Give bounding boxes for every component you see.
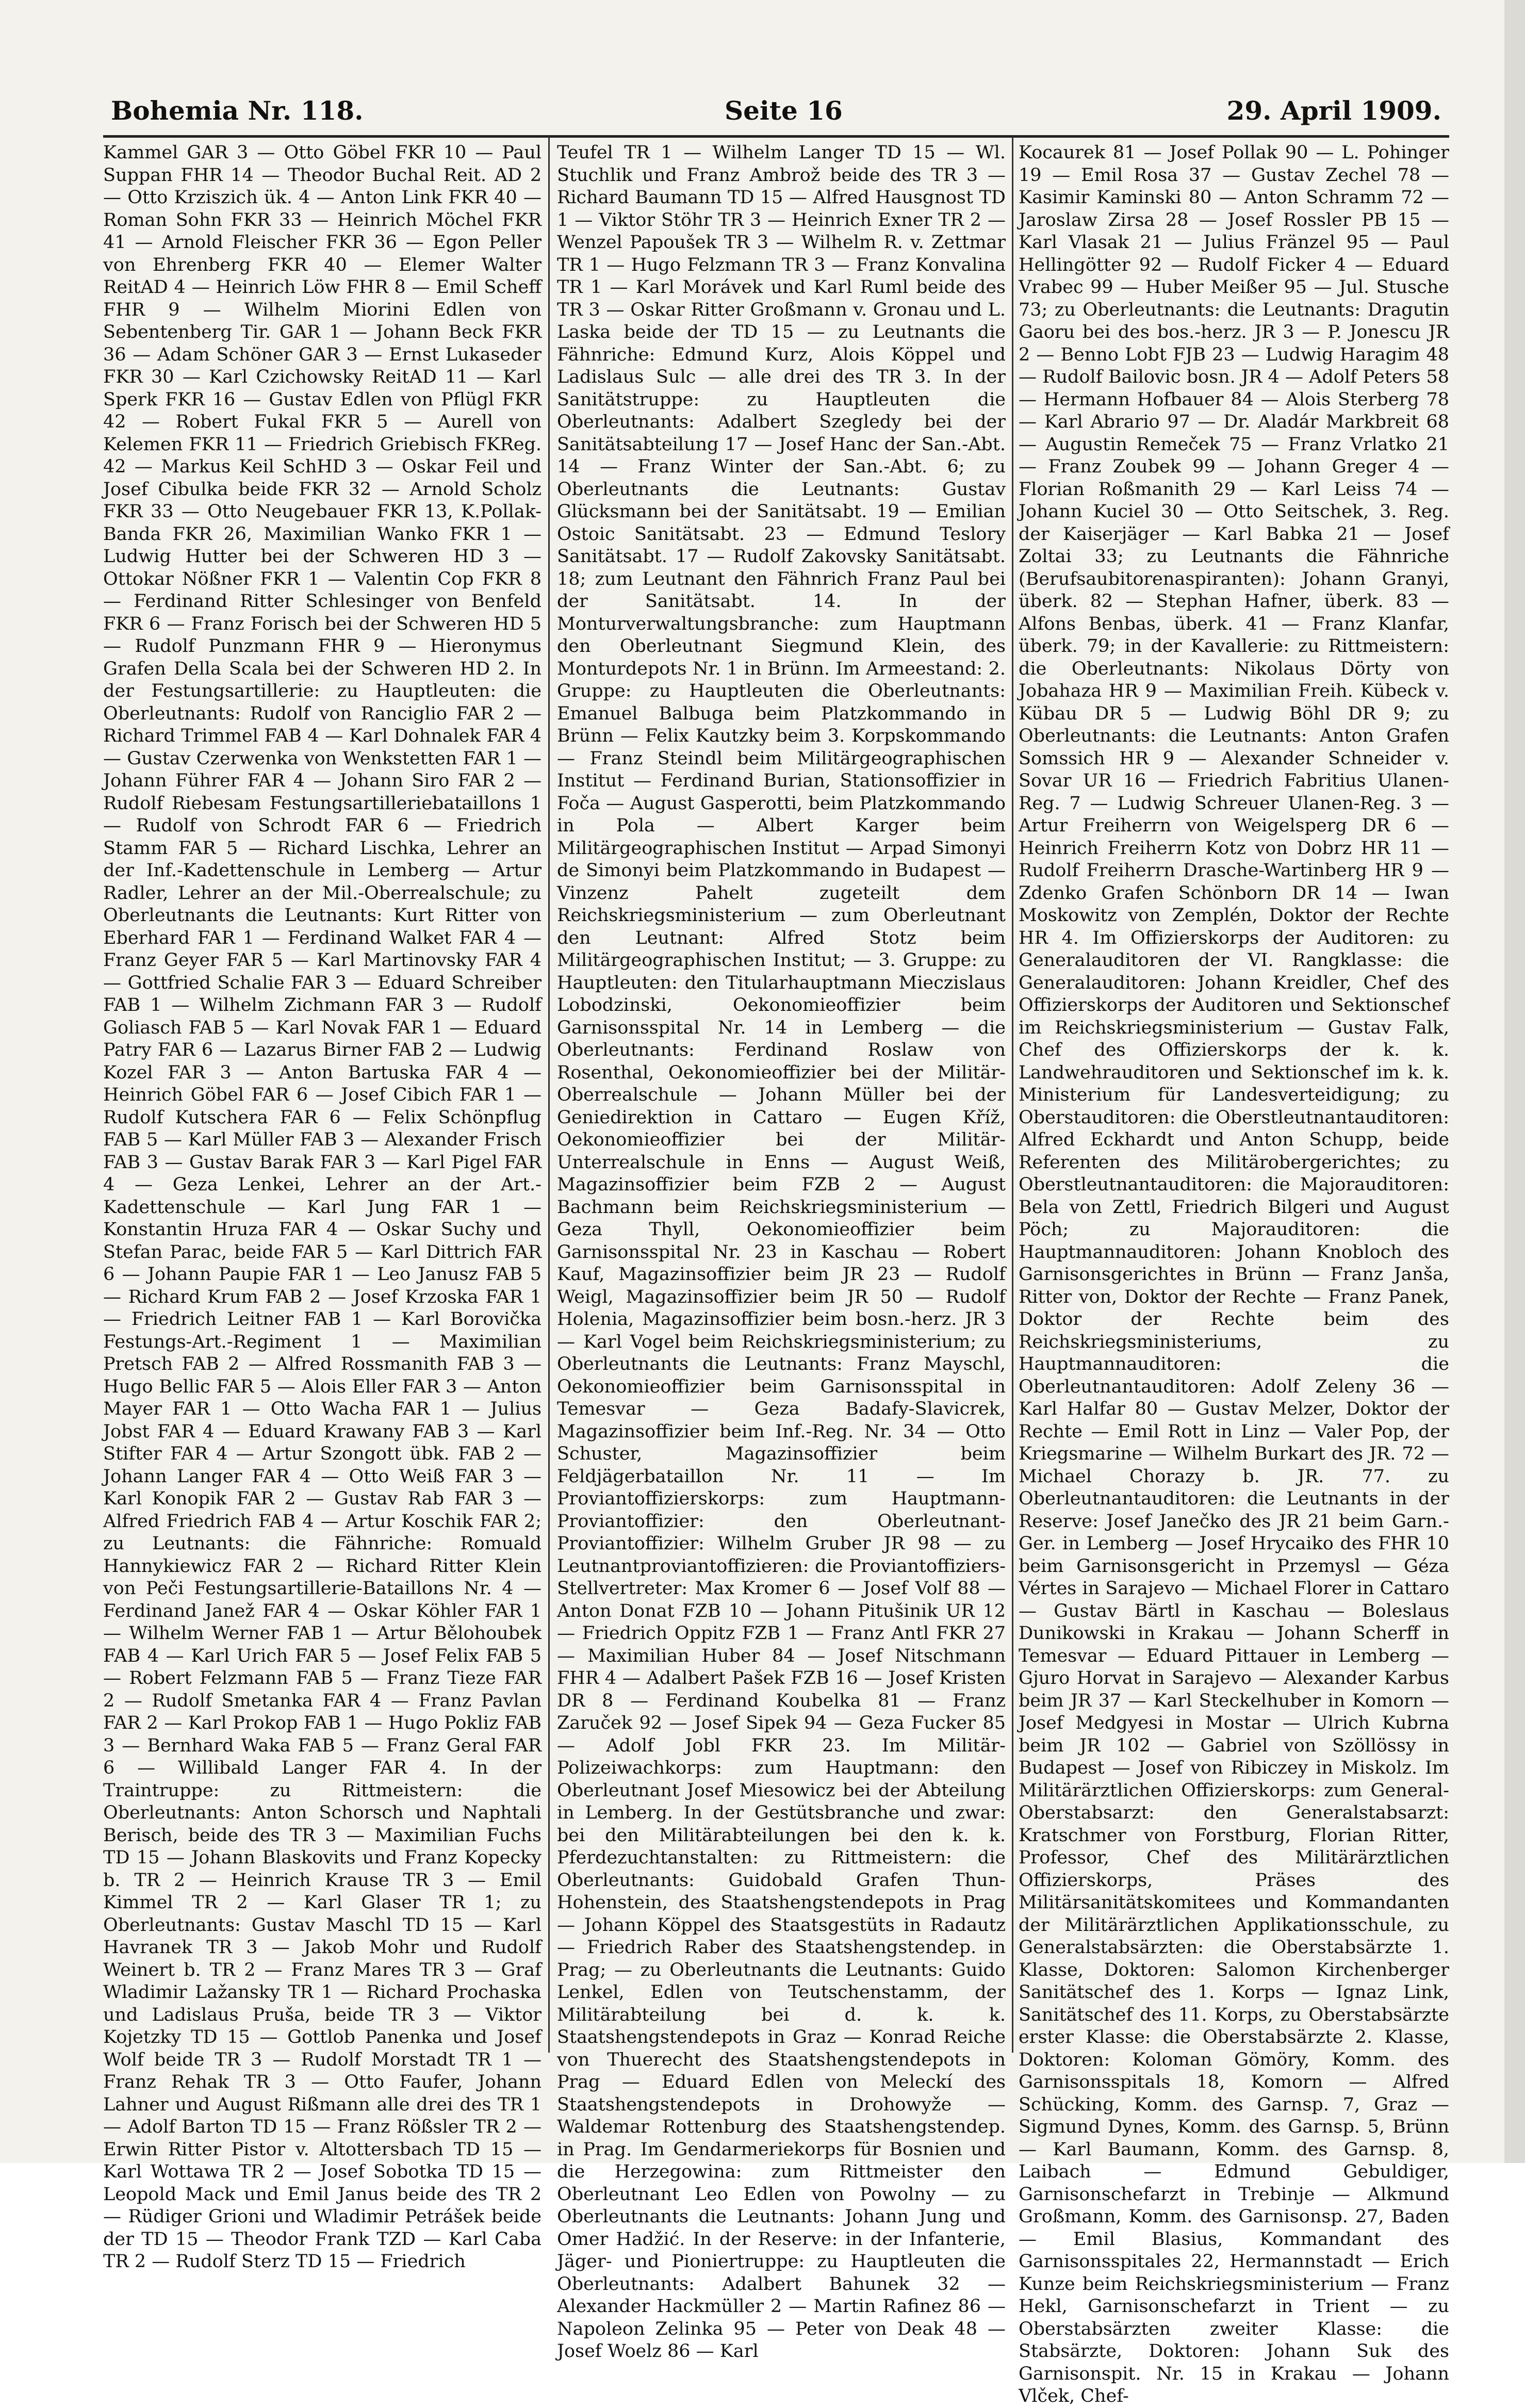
- header-publication: Bohemia Nr. 118.: [111, 95, 364, 126]
- header-rule: [103, 135, 1449, 138]
- column-1: [103, 142, 542, 2272]
- column-divider: [548, 137, 550, 2053]
- column-3: [1019, 142, 1449, 2406]
- column-divider: [1012, 137, 1013, 2053]
- header-date: 29. April 1909.: [1226, 95, 1441, 126]
- page-header: [111, 95, 1441, 132]
- column-1-text: Kammel GAR 3 — Otto Göbel FKR 10 — Paul Suppan FHR 14 — Theodor Buchal Reit. AD 2 — Otto Krziszich ük. 4 — Anton Link FKR 40 — Roman Sohn FKR 33 — Heinrich Möchel FKR 41 — Arnold Fleischer FKR 36 — Egon Peller von Ehrenberg FKR 40 — Elemer Walter ReitAD 4 — Heinrich Löw FHR 8 — Emil Scheff FHR 9 — Wilhelm Miorini Edlen von Sebentenberg Tir. GAR 1 — Johann Beck FKR 36 — Adam Schöner GAR 3 — Ernst Lukaseder FKR 30 — Karl Czichowsky ReitAD 11 — Karl Sperk FKR 16 — Gustav Edlen von Pflügl FKR 42 — Robert Fukal FKR 5 — Aurell von Kelemen FKR 11 — Friedrich Griebisch FKReg. 42 — Markus Keil SchHD 3 — Oskar Feil und Josef Cibulka beide FKR 32 — Arnold Scholz FKR 33 — Otto Neugebauer FKR 13, K.Pollak-Banda FKR 26, Maximilian Wanko FKR 1 — Ludwig Hutter bei der Schweren HD 3 — Ottokar Nößner FKR 1 — Valentin Cop FKR 8 — Ferdinand Ritter Schlesinger von Benfeld FKR 6 — Franz Forisch bei der Schweren HD 5 — Rudolf Punzmann FHR 9 — Hieronymus Grafen Della Scala bei der Schweren HD 2. In der Festungsartillerie: zu Hauptleuten: die Oberleutnants: Rudolf von Ranciglio FAR 2 — Richard Trimmel FAB 4 — Karl Dohnalek FAR 4 — Gustav Czerwenka von Wenkstetten FAR 1 — Johann Führer FAR 4 — Johann Siro FAR 2 — Rudolf Riebesam Festungsartilleriebataillons 1 — Rudolf von Schrodt FAR 6 — Friedrich Stamm FAR 5 — Richard Lischka, Lehrer an der Inf.-Kadettenschule in Lemberg — Artur Radler, Lehrer an der Mil.-Oberrealschule; zu Oberleutnants die Leutnants: Kurt Ritter von Eberhard FAR 1 — Ferdinand Walket FAR 4 — Franz Geyer FAR 5 — Karl Martinovsky FAR 4 — Gottfried Schalie FAR 3 — Eduard Schreiber FAB 1 — Wilhelm Zichmann FAR 3 — Rudolf Goliasch FAB 5 — Karl Novak FAR 1 — Eduard Patry FAR 6 — Lazarus Birner FAB 2 — Ludwig Kozel FAR 3 — Anton Bartuska FAR 4 — Heinrich Göbel FAR 6 — Josef Cibich FAR 1 — Rudolf Kutschera FAR 6 — Felix Schönpflug FAB 5 — Karl Müller FAB 3 — Alexander Frisch FAB 3 — Gustav Barak FAR 3 — Karl Pigel FAR 4 — Geza Lenkei, Lehrer an der Art.-Kadettenschule — Karl Jung FAR 1 — Konstantin Hruza FAR 4 — Oskar Suchy und Stefan Parac, beide FAR 5 — Karl Dittrich FAR 6 — Johann Paupie FAR 1 — Leo Janusz FAB 5 — Richard Krum FAB 2 — Josef Krzoska FAR 1 — Friedrich Leitner FAB 1 — Karl Borovička Festungs-Art.-Regiment 1 — Maximilian Pretsch FAB 2 — Alfred Rossmanith FAB 3 — Hugo Bellic FAR 5 — Alois Eller FAR 3 — Anton Mayer FAR 1 — Otto Wacha FAR 1 — Julius Jobst FAR 4 — Eduard Krawany FAB 3 — Karl Stifter FAR 4 — Artur Szongott übk. FAB 2 — Johann Langer FAR 4 — Otto Weiß FAR 3 — Karl Konopik FAR 2 — Gustav Rab FAR 3 — Alfred Friedrich FAB 4 — Artur Koschik FAR 2; zu Leutnants: die Fähnriche: Romuald Hannykiewicz FAR 2 — Richard Ritter Klein von Peči Festungsartillerie-Bataillons Nr. 4 — Ferdinand Janež FAR 4 — Oskar Köhler FAR 1 — Wilhelm Werner FAB 1 — Artur Bělohoubek FAB 4 — Karl Urich FAR 5 — Josef Felix FAB 5 — Robert Felzmann FAB 5 — Franz Tieze FAR 2 — Rudolf Smetanka FAR 4 — Franz Pavlan FAR 2 — Karl Prokop FAB 1 — Hugo Pokliz FAB 3 — Bernhard Waka FAB 5 — Franz Geral FAR 6 — Willibald Langer FAR 4. In der Traintruppe: zu Rittmeistern: die Oberleutnants: Anton Schorsch und Naphtali Berisch, beide des TR 3 — Maximilian Fuchs TD 15 — Johann Blaskovits und Franz Kopecky b. TR 2 — Heinrich Krause TR 3 — Emil Kimmel TR 2 — Karl Glaser TR 1; zu Oberleutnants: Gustav Maschl TD 15 — Karl Havranek TR 3 — Jakob Mohr und Rudolf Weinert b. TR 2 — Franz Mares TR 3 — Graf Wladimir Lažansky TR 1 — Richard Prochaska und Ladislaus Pruša, beide TR 3 — Viktor Kojetzky TD 15 — Gottlob Panenka und Josef Wolf beide TR 3 — Rudolf Morstadt TR 1 — Franz Rehak TR 3 — Otto Faufer, Johann Lahner und August Rißmann alle drei des TR 1 — Adolf Barton TD 15 — Franz Rößsler TR 2 — Erwin Ritter Pistor v. Altottersbach TD 15 — Karl Wottawa TR 2 — Josef Sobotka TD 15 — Leopold Mack und Emil Janus beide des TR 2 — Rüdiger Grioni und Wladimir Petrášek beide der TD 15 — Theodor Frank TZD — Karl Caba TR 2 — Rudolf Sterz TD 15 — Friedrich: [103, 142, 542, 2272]
- header-page-number: Seite 16: [725, 95, 843, 126]
- column-3-text: Kocaurek 81 — Josef Pollak 90 — L. Pohinger 19 — Emil Rosa 37 — Gustav Zechel 78 — Kasimir Kaminski 80 — Anton Schramm 72 — Jaroslaw Zirsa 28 — Josef Rossler PB 15 — Karl Vlasak 21 — Julius Fränzel 95 — Paul Hellingötter 92 — Rudolf Ficker 4 — Eduard Vrabec 99 — Huber Meißer 95 — Jul. Stusche 73; zu Oberleutnants: die Leutnants: Dragutin Gaoru bei des bos.-herz. JR 3 — P. Jonescu JR 2 — Benno Lobt FJB 23 — Ludwig Haragim 48 — Rudolf Bailovic bosn. JR 4 — Adolf Peters 58 — Hermann Hofbauer 84 — Alois Sterberg 78 — Karl Abrario 97 — Dr. Aladár Markbreit 68 — Augustin Remeček 75 — Franz Vrlatko 21 — Franz Zoubek 99 — Johann Greger 4 — Florian Roßmanith 29 — Karl Leiss 74 — Johann Kuciel 30 — Otto Seitschek, 3. Reg. der Kaiserjäger — Karl Babka 21 — Josef Zoltai 33; zu Leutnants die Fähnriche (Berufsaubitorenaspiranten): Johann Granyi, überk. 82 — Stephan Hafner, überk. 83 — Alfons Benbas, überk. 41 — Franz Klanfar, überk. 79; in der Kavallerie: zu Rittmeistern: die Oberleutnants: Nikolaus Dörty von Jobahaza HR 9 — Maximilian Freih. Kübeck v. Kübau DR 5 — Ludwig Böhl DR 9; zu Oberleutnants: die Leutnants: Anton Grafen Somssich HR 9 — Alexander Schneider v. Sovar UR 16 — Friedrich Fabritius Ulanen-Reg. 7 — Ludwig Schreuer Ulanen-Reg. 3 — Artur Freiherrn von Weigelsperg DR 6 — Heinrich Freiherrn Kotz von Dobrz HR 11 — Rudolf Freiherrn Drasche-Wartinberg HR 9 — Zdenko Grafen Schönborn DR 14 — Iwan Moskowitz von Zemplén, Doktor der Rechte HR 4. Im Offizierskorps der Auditoren: zu Generalauditoren der VI. Rangklasse: die Generalauditoren: Johann Kreidler, Chef des Offizierskorps der Auditoren und Sektionschef im Reichskriegsministerium — Gustav Falk, Chef des Offizierskorps der k. k. Landwehrauditoren und Sektionschef im k. k. Ministerium für Landesverteidigung; zu Oberstauditoren: die Oberstleutnantauditoren: Alfred Eckhardt und Anton Schupp, beide Referenten des Militärobergerichtes; zu Oberstleutnantauditoren: die Majorauditoren: Bela von Zettl, Friedrich Bilgeri und August Pöch; zu Majorauditoren: die Hauptmannauditoren: Johann Knobloch des Garnisonsgerichtes in Brünn — Franz Janša, Ritter von, Doktor der Rechte — Franz Panek, Doktor der Rechte beim des Reichskriegsministeriums, zu Hauptmannauditoren: die Oberleutnantauditoren: Adolf Zeleny 36 — Karl Halfar 80 — Gustav Melzer, Doktor der Rechte — Emil Rott in Linz — Valer Pop, der Kriegsmarine — Wilhelm Burkart des JR. 72 — Michael Chorazy b. JR. 77. zu Oberleutnantauditoren: die Leutnants in der Reserve: Josef Janečko des JR 21 beim Garn.-Ger. in Lemberg — Josef Hrycaiko des FHR 10 beim Garnisonsgericht in Przemysl — Géza Vértes in Sarajevo — Michael Florer in Cattaro — Gustav Bärtl in Kaschau — Boleslaus Dunikowski in Krakau — Johann Scherff in Temesvar — Eduard Pittauer in Lemberg — Gjuro Horvat in Sarajevo — Alexander Karbus beim JR 37 — Karl Steckelhuber in Komorn — Josef Medgyesi in Mostar — Ulrich Kubrna beim JR 102 — Gabriel von Szöllössy in Budapest — Josef von Ribiczey in Miskolz. Im Militärärztlichen Offizierskorps: zum General-Oberstabsarzt: den Generalstabsarzt: Kratschmer von Forstburg, Florian Ritter, Professor, Chef des Militärärztlichen Offizierskorps, Präses des Militärsanitätskomitees und Kommandanten der Militärärztlichen Applikationsschule, zu Generalstabsärzten: die Oberstabsärzte 1. Klasse, Doktoren: Salomon Kirchenberger Sanitätschef des 1. Korps — Ignaz Link, Sanitätschef des 11. Korps, zu Oberstabsärzte erster Klasse: die Oberstabsärzte 2. Klasse, Doktoren: Koloman Gömöry, Komm. des Garnisonsspitals 18, Komorn — Alfred Schücking, Komm. des Garnsp. 7, Graz — Sigmund Dynes, Komm. des Garnsp. 5, Brünn — Karl Baumann, Komm. des Garnsp. 8, Laibach — Edmund Gebuldiger, Garnisonschefarzt in Trebinje — Alkmund Großmann, Komm. des Garnisonsp. 27, Baden — Emil Blasius, Kommandant des Garnisonsspitales 22, Hermannstadt — Erich Kunze beim Reichskriegsministerium — Franz Hekl, Garnisonschefarzt in Trient — zu Oberstabsärzten zweiter Klasse: die Stabsärzte, Doktoren: Johann Suk des Garnisonspit. Nr. 15 in Krakau — Johann Vlček, Chef-: [1019, 142, 1449, 2406]
- column-2: [557, 142, 1006, 2362]
- scan-edge: [1504, 0, 1525, 2163]
- column-2-text: Teufel TR 1 — Wilhelm Langer TD 15 — Wl. Stuchlik und Franz Ambrož beide des TR 3 — Richard Baumann TD 15 — Alfred Hausgnost TD 1 — Viktor Stöhr TR 3 — Heinrich Exner TR 2 — Wenzel Papoušek TR 3 — Wilhelm R. v. Zettmar TR 1 — Hugo Felzmann TR 3 — Franz Konvalina TR 1 — Karl Morávek und Karl Ruml beide des TR 3 — Oskar Ritter Großmann v. Gronau und L. Laska beide der TD 15 — zu Leutnants die Fähnriche: Edmund Kurz, Alois Köppel und Ladislaus Sulc — alle drei des TR 3. In der Sanitätstruppe: zu Hauptleuten die Oberleutnants: Adalbert Szegledy bei der Sanitätsabteilung 17 — Josef Hanc der San.-Abt. 14 — Franz Winter der San.-Abt. 6; zu Oberleutnants die Leutnants: Gustav Glücksmann bei der Sanitätsabt. 19 — Emilian Ostoic Sanitätsabt. 23 — Edmund Teslory Sanitätsabt. 17 — Rudolf Zakovsky Sanitätsabt. 18; zum Leutnant den Fähnrich Franz Paul bei der Sanitätsabt. 14. In der Monturverwaltungsbranche: zum Hauptmann den Oberleutnant Siegmund Klein, des Monturdepots Nr. 1 in Brünn. Im Armeestand: 2. Gruppe: zu Hauptleuten die Oberleutnants: Emanuel Balbuga beim Platzkommando in Brünn — Felix Kautzky beim 3. Korpskommando — Franz Steindl beim Militärgeographischen Institut — Ferdinand Burian, Stationsoffizier in Foča — August Gasperotti, beim Platzkommando in Pola — Albert Karger beim Militärgeographischen Institut — Arpad Simonyi de Simonyi beim Platzkommando in Budapest — Vinzenz Pahelt zugeteilt dem Reichskriegsministerium — zum Oberleutnant den Leutnant: Alfred Stotz beim Militärgeographischen Institut; — 3. Gruppe: zu Hauptleuten: den Titularhauptmann Mieczislaus Lobodzinski, Oekonomieoffizier beim Garnisonsspital Nr. 14 in Lemberg — die Oberleutnants: Ferdinand Roslaw von Rosenthal, Oekonomieoffizier bei der Militär-Oberrealschule — Johann Müller bei der Geniedirektion in Cattaro — Eugen Kříž, Oekonomieoffizier bei der Militär-Unterrealschule in Enns — August Weiß, Magazinsoffizier beim FZB 2 — August Bachmann beim Reichskriegsministerium — Geza Thyll, Oekonomieoffizier beim Garnisonsspital Nr. 23 in Kaschau — Robert Kauf, Magazinsoffizier beim JR 23 — Rudolf Weigl, Magazinsoffizier beim JR 50 — Rudolf Holenia, Magazinsoffizier beim bosn.-herz. JR 3 — Karl Vogel beim Reichskriegsministerium; zu Oberleutnants die Leutnants: Franz Mayschl, Oekonomieoffizier beim Garnisonsspital in Temesvar — Geza Badafy-Slavicrek, Magazinsoffizier beim Inf.-Reg. Nr. 34 — Otto Schuster, Magazinsoffizier beim Feldjägerbataillon Nr. 11 — Im Proviantoffizierskorps: zum Hauptmann-Proviantoffizier: den Oberleutnant-Proviantoffizier: Wilhelm Gruber JR 98 — zu Leutnantproviantoffizieren: die Proviantoffiziers-Stellvertreter: Max Kromer 6 — Josef Volf 88 — Anton Donat FZB 10 — Johann Pitušinik UR 12 — Friedrich Oppitz FZB 1 — Franz Antl FKR 27 — Maximilian Huber 84 — Josef Nitschmann FHR 4 — Adalbert Pašek FZB 16 — Josef Kristen DR 8 — Ferdinand Koubelka 81 — Franz Zaruček 92 — Josef Sipek 94 — Geza Fucker 85 — Adolf Jobl FKR 23. Im Militär-Polizeiwachkorps: zum Hauptmann: den Oberleutnant Josef Miesowicz bei der Abteilung in Lemberg. In der Gestütsbranche und zwar: bei den Militärabteilungen bei den k. k. Pferdezuchtanstalten: zu Rittmeistern: die Oberleutnants: Guidobald Grafen Thun-Hohenstein, des Staatshengstendepots in Prag — Johann Köppel des Staatsgestüts in Radautz — Friedrich Raber des Staatshengstendep. in Prag; — zu Oberleutnants die Leutnants: Guido Lenkel, Edlen von Teutschenstamm, der Militärabteilung bei d. k. k. Staatshengstendepots in Graz — Konrad Reiche von Thuerecht des Staatshengstendepots in Prag — Eduard Edlen von Meleckí des Staatshengstendepots in Drohowyže — Waldemar Rottenburg des Staatshengstendep. in Prag. Im Gendarmeriekorps für Bosnien und die Herzegowina: zum Rittmeister den Oberleutnant Leo Edlen von Powolny — zu Oberleutnants die Leutnants: Johann Jung und Omer Hadžić. In der Reserve: in der Infanterie, Jäger- und Pioniertruppe: zu Hauptleuten die Oberleutnants: Adalbert Bahunek 32 — Alexander Hackmüller 2 — Martin Rafinez 86 — Napoleon Zelinka 95 — Peter von Deak 48 — Josef Woelz 86 — Karl: [557, 142, 1006, 2362]
